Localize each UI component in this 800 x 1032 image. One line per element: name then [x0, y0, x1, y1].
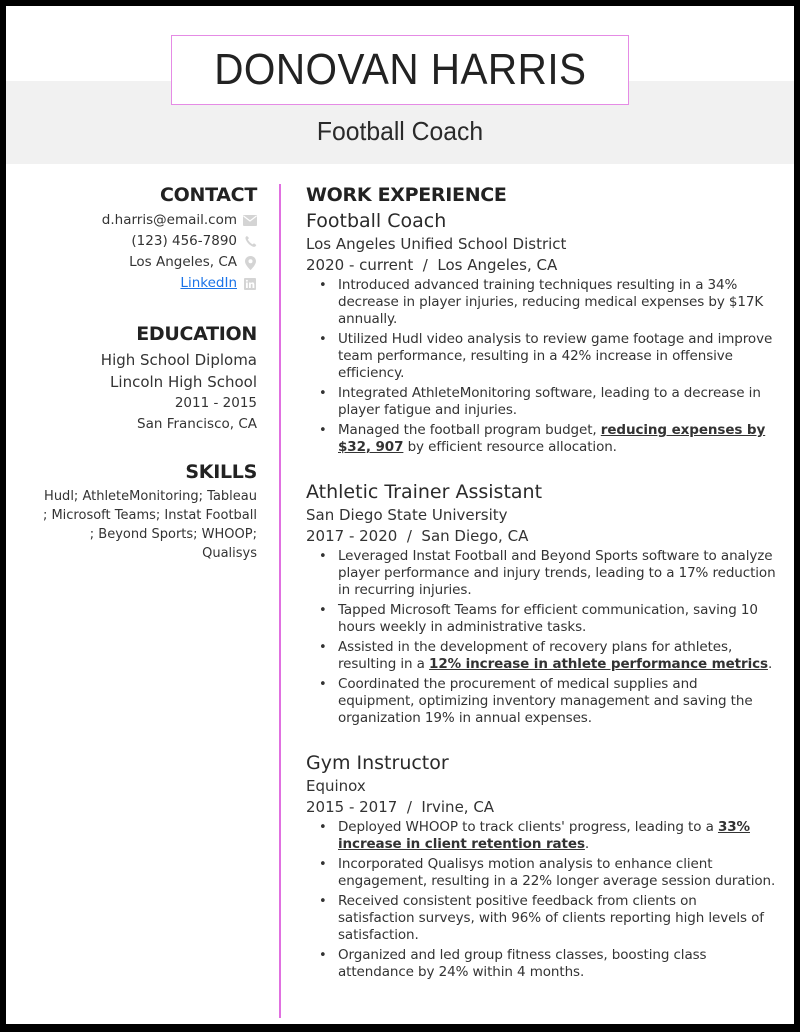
skills-section [6, 461, 257, 563]
envelope-icon [243, 214, 257, 228]
job-title: Gym Instructor [306, 752, 449, 774]
email-text: d.harris@email.com [101, 212, 237, 228]
education-heading: EDUCATION [136, 323, 257, 345]
contact-location [6, 252, 257, 273]
right-column [306, 184, 776, 995]
contact-heading: CONTACT [160, 184, 257, 206]
education-location: San Francisco, CA [137, 416, 257, 432]
map-pin-icon [243, 256, 257, 270]
phone-icon [243, 235, 257, 249]
skills-line: ; Beyond Sports; WHOOP; [89, 527, 257, 542]
bullet-item: • Integrated AthleteMonitoring software, leading to a decrease in player fatigue and injuries. [306, 385, 776, 419]
work-experience-heading: WORK EXPERIENCE [306, 184, 507, 206]
company-name: Los Angeles Unified School District [306, 235, 567, 253]
highlight-text: 33% increase in client retention rates [338, 819, 750, 852]
job-bullets [306, 819, 776, 981]
left-column [6, 184, 257, 563]
bullet-item: • Managed the football program budget, reducing expenses by $32, 907 by efficient resource allocation. [306, 422, 776, 456]
job-bullets [306, 548, 776, 727]
job-dates-location: 2015 - 2017 / Irvine, CA [306, 798, 495, 816]
skills-heading: SKILLS [185, 461, 257, 483]
highlight-text: 12% increase in athlete performance metrics [429, 656, 768, 672]
bullet-item: • Received consistent positive feedback from clients on satisfaction surveys, with 96% of clients reporting high levels of satisfaction. [306, 893, 776, 944]
highlight-text: reducing expenses by $32, 907 [338, 422, 766, 455]
job-title: Athletic Trainer Assistant [306, 481, 543, 503]
bullet-item: • Introduced advanced training techniques resulting in a 34% decrease in player injuries, reducing medical expenses by $17K annually. [306, 277, 776, 328]
company-name: San Diego State University [306, 506, 508, 524]
phone-text: (123) 456-7890 [131, 233, 237, 249]
location-text: Los Angeles, CA [129, 254, 237, 270]
skills-list [6, 487, 257, 563]
contact-linkedin[interactable] [6, 273, 257, 294]
name-box [171, 35, 629, 105]
bullet-item: • Incorporated Qualisys motion analysis to enhance client engagement, resulting in a 22% longer average session duration. [306, 856, 776, 890]
contact-phone [6, 231, 257, 252]
job-title: Football Coach [306, 210, 447, 232]
resume-page [6, 6, 794, 1024]
education-school: Lincoln High School [110, 373, 257, 391]
education-section [6, 323, 257, 435]
job-dates-location: 2020 - current / Los Angeles, CA [306, 256, 558, 274]
job-bullets [306, 277, 776, 456]
bullet-item: • Tapped Microsoft Teams for efficient communication, saving 10 hours weekly in administrative tasks. [306, 602, 776, 636]
column-divider [279, 184, 281, 1018]
job-title-header: Football Coach [316, 116, 484, 146]
linkedin-link[interactable]: LinkedIn [180, 275, 237, 291]
bullet-item: • Leveraged Instat Football and Beyond Sports software to analyze player performance and injury trends, leading to a 17% reduction in recurring injuries. [306, 548, 776, 599]
education-degree: High School Diploma [100, 351, 257, 369]
company-name: Equinox [306, 777, 366, 795]
skills-line: ; Microsoft Teams; Instat Football [42, 508, 257, 523]
contact-section [6, 184, 257, 294]
contact-email [6, 210, 257, 231]
bullet-item: • Coordinated the procurement of medical supplies and equipment, optimizing inventory management and saving the organization 19% in annual expenses. [306, 676, 776, 727]
job-entry [306, 480, 776, 727]
job-entry [306, 209, 776, 456]
education-years: 2011 - 2015 [174, 395, 257, 411]
skills-line: Hudl; AthleteMonitoring; Tableau [44, 489, 257, 504]
bullet-item: • Assisted in the development of recovery plans for athletes, resulting in a 12% increase in athlete performance metrics. [306, 639, 776, 673]
job-dates-location: 2017 - 2020 / San Diego, CA [306, 527, 529, 545]
bullet-item: • Deployed WHOOP to track clients' progress, leading to a 33% increase in client retention rates. [306, 819, 776, 853]
job-entry [306, 751, 776, 981]
skills-line: Qualisys [202, 546, 257, 561]
linkedin-icon [243, 277, 257, 291]
bullet-item: • Organized and led group fitness classes, boosting class attendance by 24% within 4 months. [306, 947, 776, 981]
bullet-item: • Utilized Hudl video analysis to review game footage and improve team performance, resulting in a 42% increase in offensive efficiency. [306, 331, 776, 382]
candidate-name: DONOVAN HARRIS [213, 45, 587, 94]
